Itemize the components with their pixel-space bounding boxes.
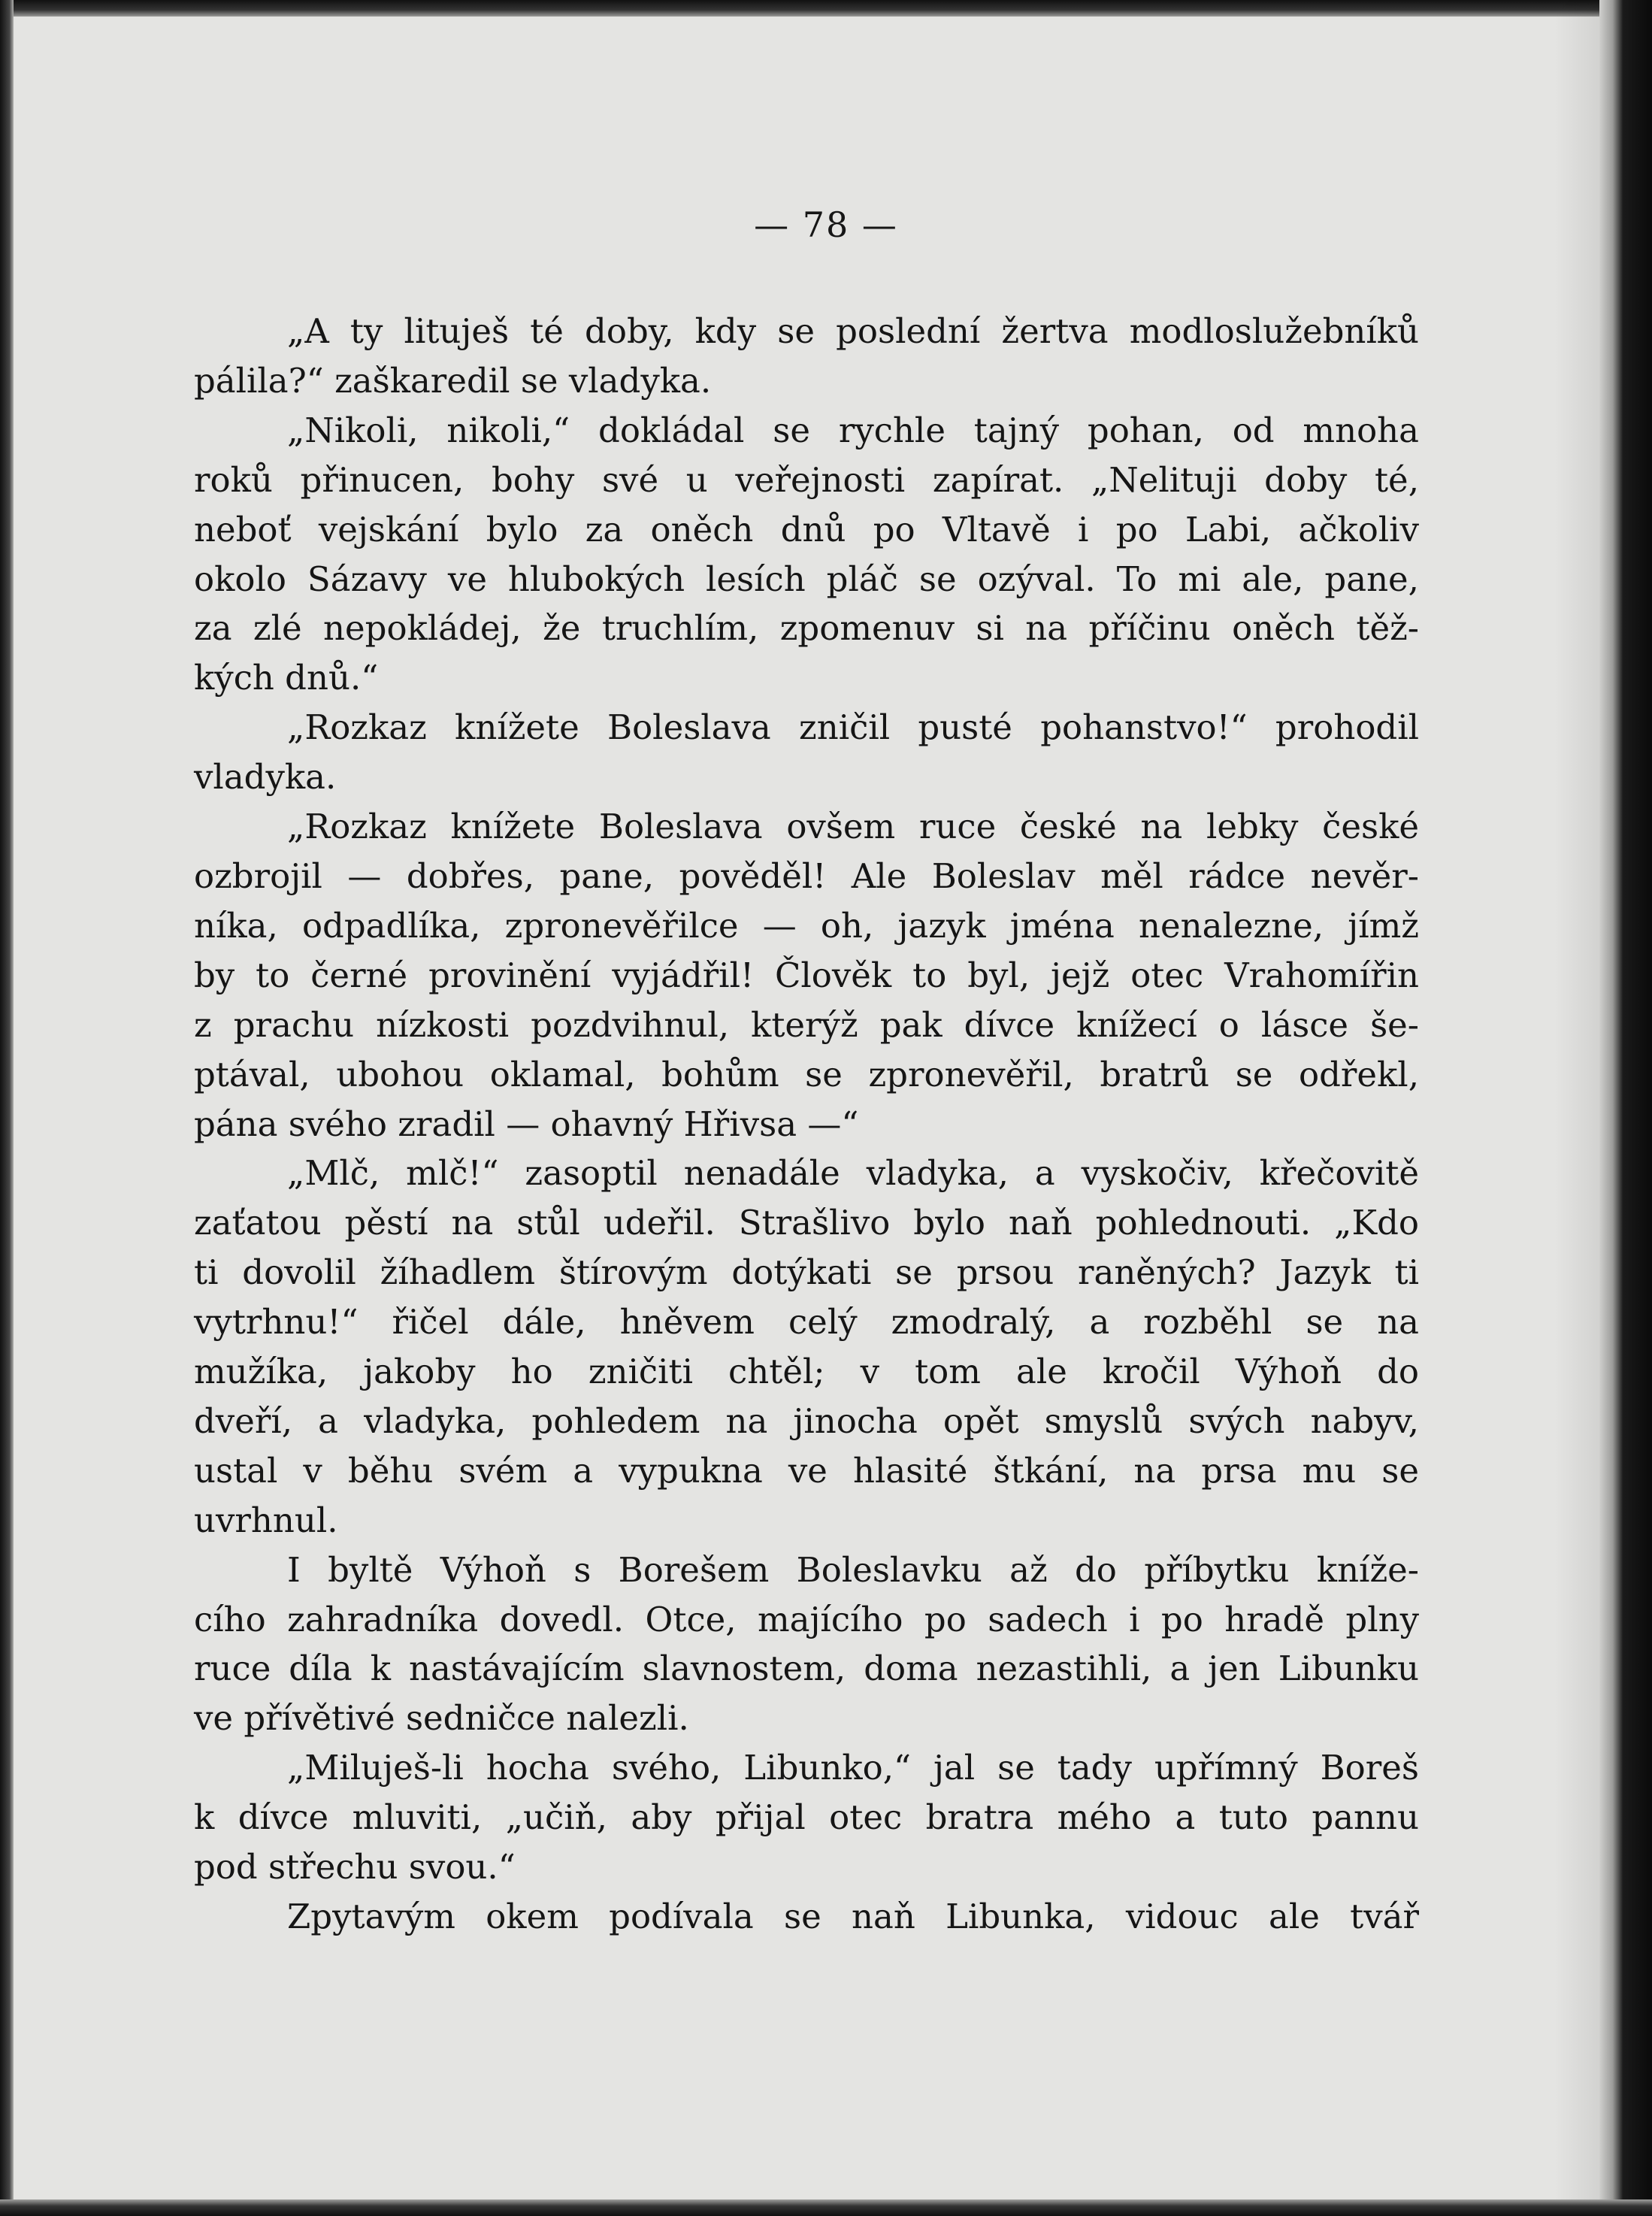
- text-line: kých dnů.“: [194, 658, 379, 698]
- text-line: z prachu nízkosti pozdvihnul, kterýž pak dívce knížecí o lásce še-: [194, 1004, 1419, 1045]
- scan-border-bottom: [0, 2199, 1652, 2216]
- scan-border-right: [1599, 0, 1652, 2216]
- text-line: okolo Sázavy ve hlubokých lesích pláč se ozýval. To mi ale, pane,: [194, 559, 1419, 599]
- text-line: pána svého zradil — ohavný Hřivsa —“: [194, 1103, 859, 1144]
- text-line: k dívce mluviti, „učiň, aby přijal otec bratra mého a tuto pannu: [194, 1797, 1419, 1838]
- text-line: ptával, ubohou oklamal, bohům se zpronevěřil, bratrů se odřekl,: [194, 1054, 1419, 1094]
- text-line: uvrhnul.: [194, 1500, 338, 1540]
- text-line: níka, odpadlíka, zpronevěřilce — oh, jazyk jména nenalezne, jímž: [194, 905, 1419, 946]
- text-line: „A ty lituješ té doby, kdy se poslední žertva modloslužebníků: [287, 311, 1419, 351]
- text-line: by to černé provinění vyjádřil! Člověk to byl, jejž otec Vrahomířin: [194, 955, 1419, 995]
- text-line: za zlé nepokládej, že truchlím, zpomenuv si na příčinu oněch těž-: [194, 608, 1419, 649]
- text-line: pálila?“ zaškaredil se vladyka.: [194, 360, 712, 401]
- text-line: Zpytavým okem podívala se naň Libunka, vidouc ale tvář: [287, 1897, 1419, 1936]
- scan-border-top: [0, 0, 1652, 17]
- text-line: I byltě Výhoň s Borešem Boleslavku až do příbytku kníže-: [287, 1549, 1419, 1590]
- text-line: vladyka.: [194, 757, 337, 798]
- text-line: ruce díla k nastávajícím slavnostem, doma nezastihli, a jen Libunku: [194, 1648, 1419, 1689]
- text-line: ve přívětivé sedničce nalezli.: [194, 1698, 689, 1739]
- text-line: vytrhnu!“ řičel dále, hněvem celý zmodralý, a rozběhl se na: [194, 1302, 1419, 1343]
- text-line: ozbrojil — dobřes, pane, pověděl! Ale Boleslav měl rádce nevěr-: [194, 855, 1419, 896]
- text-line: cího zahradníka dovedl. Otce, majícího po sadech i po hradě plny: [194, 1599, 1419, 1639]
- text-line: roků přinucen, bohy své u veřejnosti zapírat. „Nelituji doby té,: [194, 459, 1419, 500]
- scan-border-left: [0, 0, 14, 2216]
- text-line: „Miluješ-li hocha svého, Libunko,“ jal se tady upřímný Boreš: [287, 1748, 1419, 1788]
- text-line: ti dovolil žíhadlem štírovým dotýkati se prsou raněných? Jazyk ti: [194, 1252, 1419, 1293]
- text-line: pod střechu svou.“: [194, 1847, 516, 1888]
- text-line: „Nikoli, nikoli,“ dokládal se rychle tajný pohan, od mnoha: [287, 410, 1419, 450]
- text-line: „Mlč, mlč!“ zasoptil nenadále vladyka, a vyskočiv, křečovitě: [287, 1153, 1419, 1194]
- text-line: mužíka, jakoby ho zničiti chtěl; v tom ale kročil Výhoň do: [194, 1352, 1419, 1392]
- text-line: „Rozkaz knížete Boleslava zničil pusté pohanstvo!“ prohodil: [287, 707, 1419, 748]
- text-line: dveří, a vladyka, pohledem na jinocha opět smyslů svých nabyv,: [194, 1400, 1419, 1441]
- binding-shadow: [1554, 0, 1599, 2216]
- page-number: — 78 —: [754, 204, 898, 245]
- text-line: neboť vejskání bylo za oněch dnů po Vltavě i po Labi, ačkoliv: [194, 509, 1419, 549]
- page-body-text: [194, 307, 1419, 1942]
- text-line: zaťatou pěstí na stůl udeřil. Strašlivo bylo naň pohlednouti. „Kdo: [194, 1203, 1419, 1243]
- text-line: „Rozkaz knížete Boleslava ovšem ruce české na lebky české: [287, 807, 1419, 847]
- text-line: ustal v běhu svém a vypukna ve hlasité štkání, na prsa mu se: [194, 1450, 1419, 1491]
